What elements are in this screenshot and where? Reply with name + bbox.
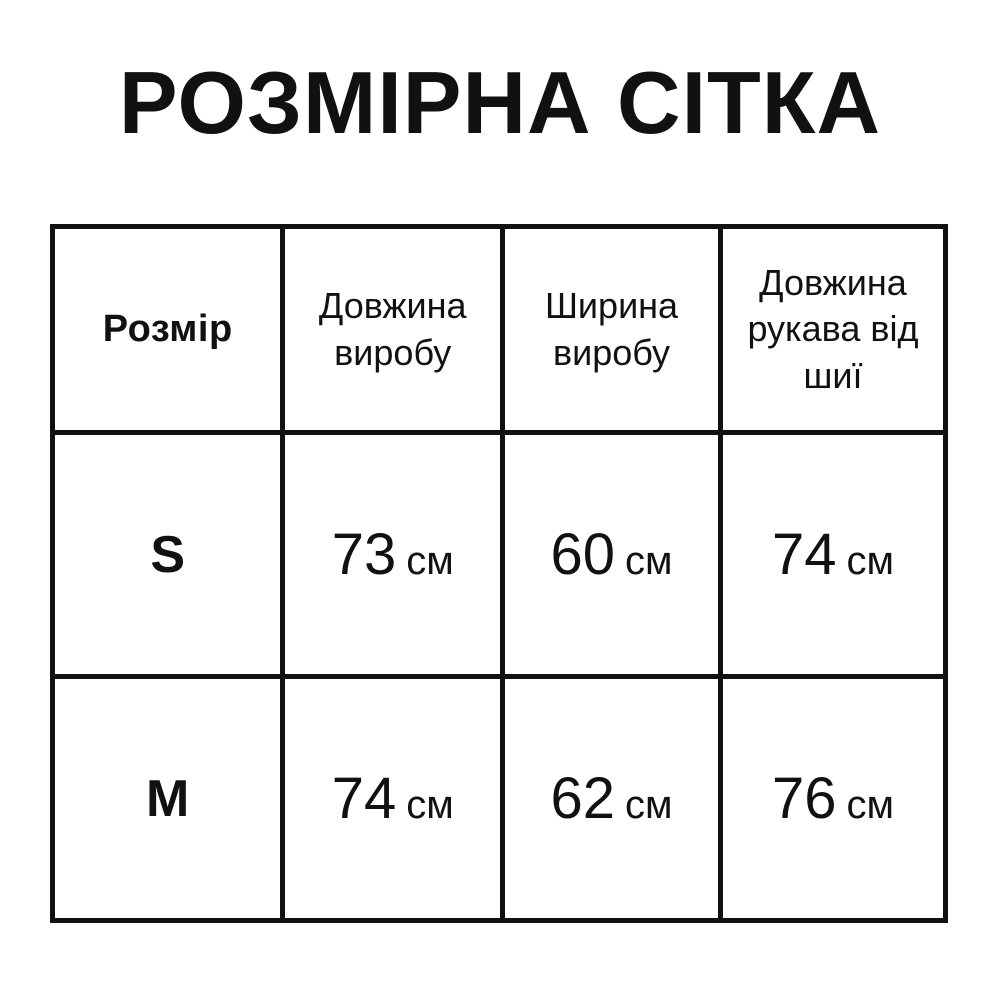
measurement-cell [283,433,503,677]
page-title: РОЗМІРНА СІТКА [118,53,882,152]
size-table [50,224,948,923]
measurement-unit: см [846,539,894,583]
table-row-size-m [53,677,946,921]
measurement-unit: см [406,783,454,827]
measurement-unit: см [625,539,673,583]
measurement-cell [503,677,721,921]
measurement-cell [283,677,503,921]
measurement-value: 74 [331,766,397,831]
size-label-s: S [53,433,283,677]
measurement-value: 60 [550,522,616,587]
measurement-value: 76 [771,766,837,831]
column-header-sleeve-length: Довжина рукава від шиї [720,227,945,433]
measurement-value: 74 [771,522,837,587]
column-header-product-width: Ширина виробу [503,227,721,433]
size-label-m: M [53,677,283,921]
measurement-cell [720,433,945,677]
table-row-size-s [53,433,946,677]
measurement-unit: см [625,783,673,827]
measurement-unit: см [406,539,454,583]
measurement-value: 73 [331,522,397,587]
measurement-cell [503,433,721,677]
column-header-size: Розмір [53,227,283,433]
column-header-product-length: Довжина виробу [283,227,503,433]
table-header-row [53,227,946,433]
measurement-unit: см [846,783,894,827]
measurement-cell [720,677,945,921]
measurement-value: 62 [550,766,616,831]
